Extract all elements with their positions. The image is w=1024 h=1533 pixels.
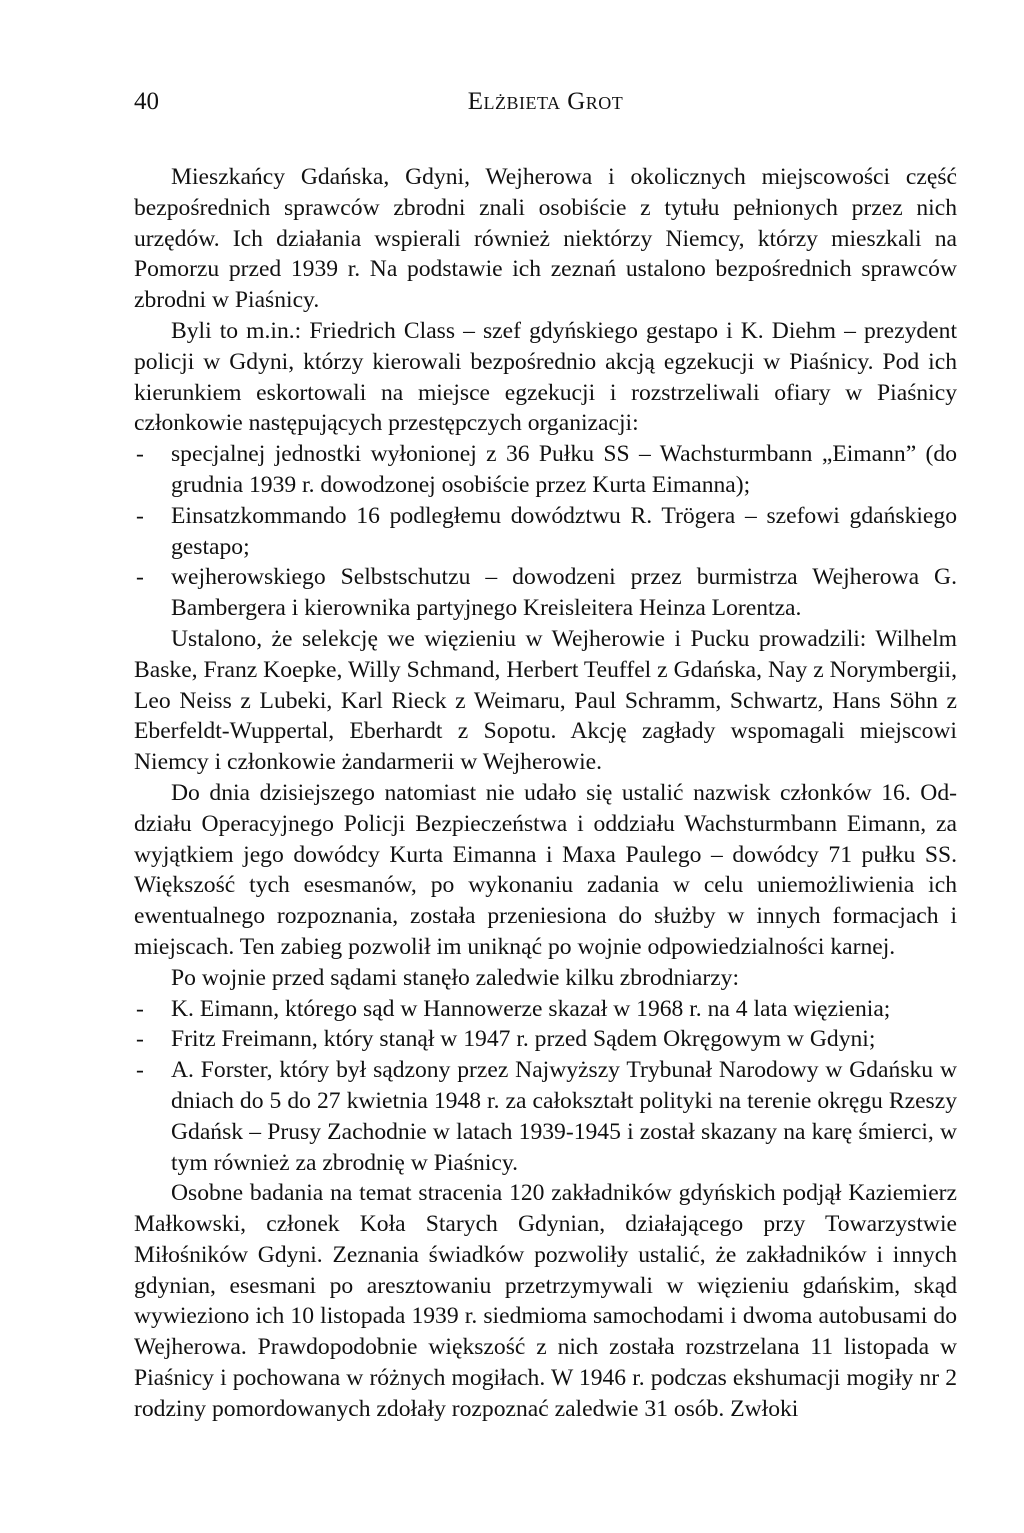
running-head-author: Elżbieta Grot [467, 88, 624, 115]
trials-list [134, 994, 957, 1179]
organizations-list [134, 439, 957, 624]
paragraph: Po wojnie przed sądami stanęło zaledwie kilku zbrodniarzy: [171, 964, 740, 991]
list-item: - K. Eimann, którego sąd w Hannowerze skazał w 1968 r. na 4 lata więzienia; [134, 994, 957, 1025]
body-text [134, 162, 957, 1425]
paragraph: Byli to m.in.: Friedrich Class – szef gdyńskiego gestapo i K. Diehm – prezydent policji w Gdyni, którzy kierowali bezpośrednio akcją egzekucji w Piaśnicy. Pod ich kierunkiem eskortowali na miejsce egzekucji i rozstrzeliwali ofiary w Piaśnicy członkowie następujących przestępczych organizacji: [134, 317, 957, 437]
paragraph: Ustalono, że selekcję we więzieniu w Wejherowie i Pucku prowadzili: Wilhelm Baske, Franz Koepke, Willy Schmand, Herbert Teuffel z Gdańska, Nay z Norymbergii, Leo Neiss z Lubeki, Karl Rieck z Weimaru, Paul Schramm, Schwartz, Hans Söhn z Eberfeldt-Wuppertal, Eberhardt z Sopotu. Akcję zagłady wspomagali miejscowi Niemcy i członkowie żandarmerii w Wejherowie. [134, 625, 957, 776]
page-number: 40 [134, 88, 159, 115]
list-item: - wejherowskiego Selbstschutzu – dowodzeni przez burmistrza Wejherowa G. Bambergera i kierownika partyjnego Kreisleitera Heinza Lorentza. [134, 562, 957, 624]
list-item: - Einsatzkommando 16 podległemu dowództwu R. Trögera – szefowi gdańskiego gestapo; [134, 501, 957, 563]
paragraph: Osobne badania na temat stracenia 120 zakładników gdyńskich podjął Kaziemierz Małkowski, członek Koła Starych Gdynian, działającego przy Towarzystwie Miłośników Gdyni. Zeznania świadków pozwoliły ustalić, że zakładników i innych gdynian, esesmani po aresztowaniu przetrzymywali w więzieniu gdańskim, skąd wywieziono ich 10 listopada 1939 r. siedmioma samochodami i dwoma autobusami do Wejherowa. Prawdopodobnie większość z nich została rozstrzelana 11 listopada w Piaśnicy i pochowana w różnych mogiłach. W 1946 r. podczas ekshumacji mogiły nr 2 rodziny pomordowanych zdołały rozpoznać zaledwie 31 osób. Zwłoki [134, 1180, 957, 1422]
list-item: - A. Forster, który był sądzony przez Najwyższy Trybunał Narodowy w Gdańsku w dniach do 5 do 27 kwietnia 1948 r. za całokształt polityki na terenie okręgu Rzeszy Gdańsk – Prusy Zachodnie w latach 1939-1945 i został skazany na karę śmierci, w tym również za zbrodnię w Piaśnicy. [134, 1055, 957, 1178]
paragraph: Do dnia dzisiejszego natomiast nie udało się ustalić nazwisk członków 16. Oddziału Operacyjnego Policji Bezpieczeństwa i oddziału Wachsturmbann Eimann, za wyjątkiem jego dowódcy Kurta Eimanna i Maxa Paulego – dowódcy 71 pułku SS. Większość tych esesmanów, po wykonaniu zadania w celu uniemożliwienia ich ewentualnego rozpoznania, została przeniesiona do służby w innych formacjach i miejscach. Ten zabieg pozwolił im uniknąć po wojnie odpowiedzialności karnej. [134, 779, 957, 960]
list-item: - specjalnej jednostki wyłonionej z 36 Pułku SS – Wachsturmbann „Eimann” (do grudnia 1939 r. dowodzonej osobiście przez Kurta Eimanna); [134, 439, 957, 501]
list-item: - Fritz Freimann, który stanął w 1947 r. przed Sądem Okręgowym w Gdyni; [134, 1024, 957, 1055]
running-head [134, 84, 957, 120]
paragraph: Mieszkańcy Gdańska, Gdyni, Wejherowa i okolicznych miejscowości część bezpośrednich sprawców zbrodni znali osobiście z tytułu pełnionych przez nich urzędów. Ich działania wspierali również niektórzy Niemcy, którzy mieszkali na Pomorzu przed 1939 r. Na podstawie ich zeznań ustalono bezpośrednich sprawców zbrodni w Piaśnicy. [134, 164, 957, 314]
